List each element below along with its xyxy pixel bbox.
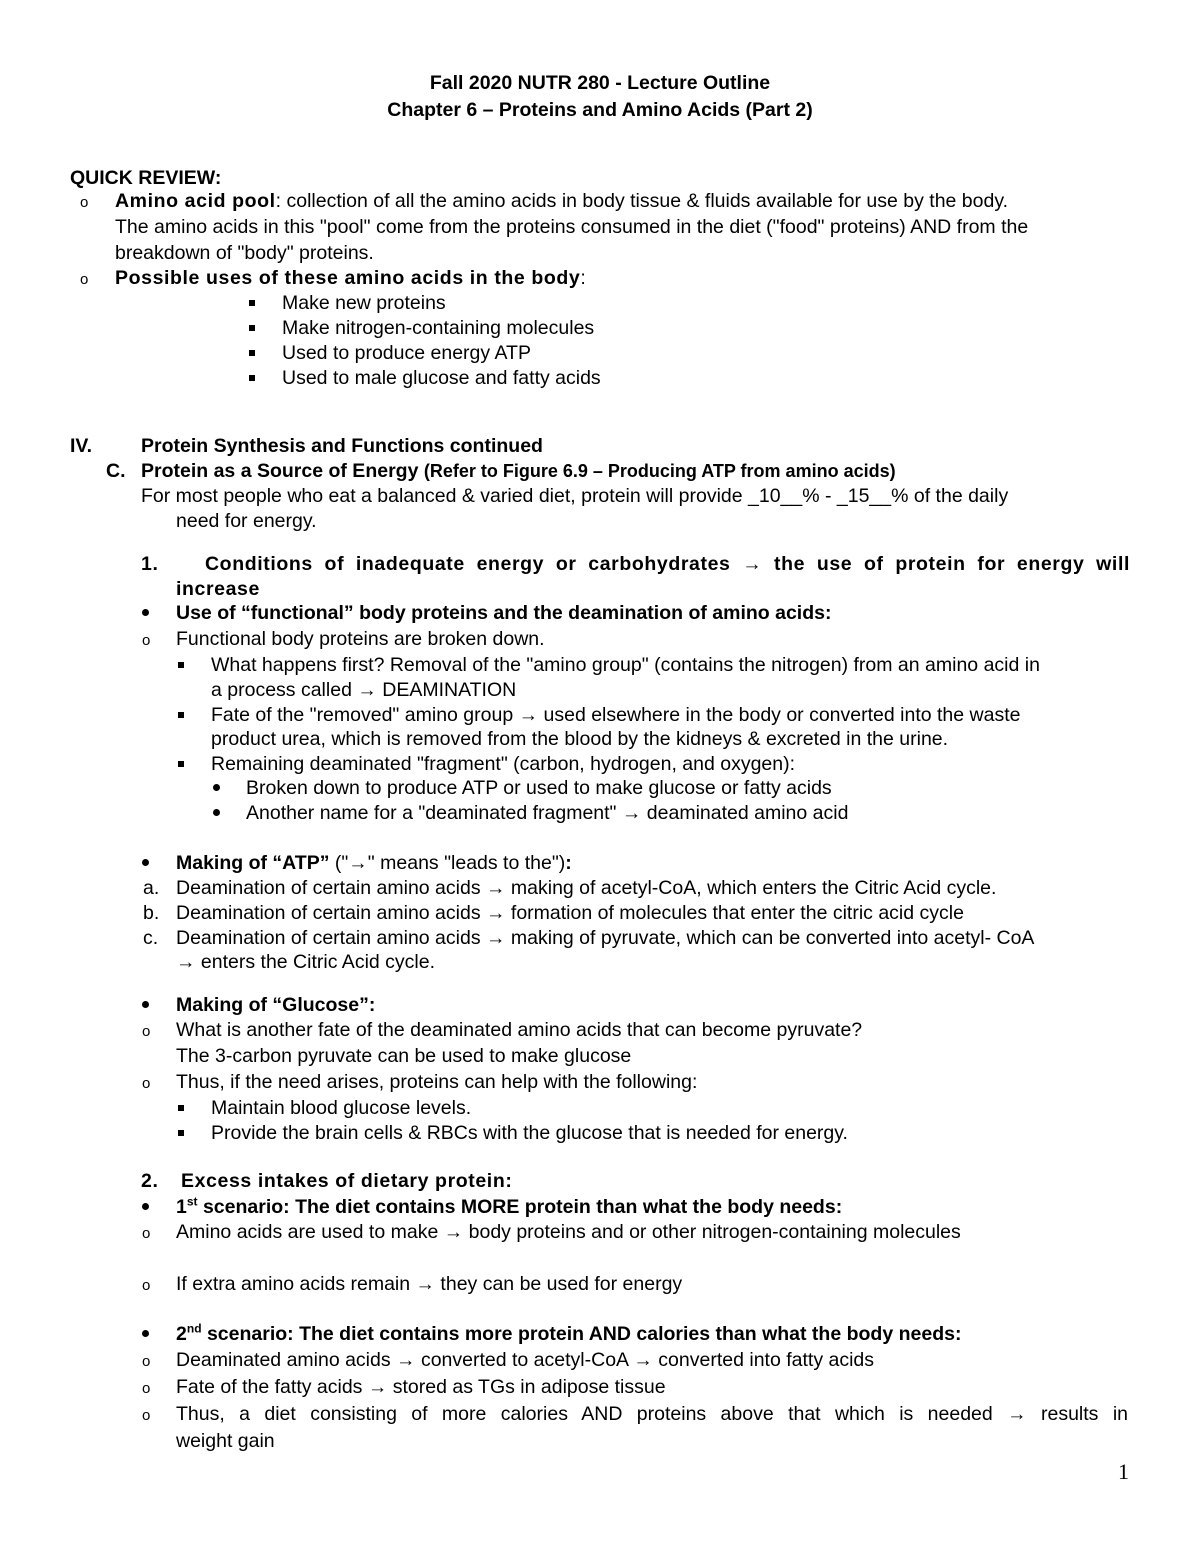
amino-acid-pool-term: Amino acid pool [115, 190, 276, 212]
list-item: Used to produce energy ATP [282, 342, 531, 364]
list-item: What happens first? Removal of the "amino group" (contains the nitrogen) from an amino acid in [211, 654, 1040, 676]
section-title: Protein Synthesis and Functions continued [141, 435, 543, 457]
list-item: If extra amino acids remain → they can be used for energy [176, 1273, 683, 1295]
list-item: Deaminated amino acids → converted to acetyl-CoA → converted into fatty acids [176, 1349, 875, 1371]
scenario-2-heading: 2nd scenario: The diet contains more protein AND calories than what the body needs: [176, 1321, 962, 1345]
list-item-continued: product urea, which is removed from the blood by the kidneys & excreted in the urine. [211, 728, 949, 750]
list-item: Thus, if the need arises, proteins can help with the following: [176, 1071, 698, 1093]
amino-acid-pool-line [115, 190, 1008, 213]
list-item: Provide the brain cells & RBCs with the glucose that is needed for energy. [211, 1122, 848, 1144]
section-number: IV. [70, 435, 93, 457]
bullet-icon [142, 1330, 149, 1337]
list-letter: b. [143, 902, 160, 924]
list-item: Broken down to produce ATP or used to make glucose or fatty acids [246, 777, 832, 799]
subsection-heading [141, 460, 896, 483]
list-item: Amino acids are used to make → body proteins and or other nitrogen-containing molecules [176, 1221, 961, 1243]
list-item: Make nitrogen-containing molecules [282, 317, 595, 339]
document-subtitle: Chapter 6 – Proteins and Amino Acids (Part 2) [387, 99, 813, 121]
square-bullet-icon [178, 1130, 184, 1136]
list-item: Thus, a diet consisting of more calories AND proteins above that which is needed → results in [176, 1403, 1128, 1425]
list-item: What is another fate of the deaminated amino acids that can become pyruvate? [176, 1019, 863, 1041]
bullet-icon [142, 609, 149, 616]
circle-bullet-icon: o [142, 1023, 151, 1040]
functional-proteins-heading: Use of “functional” body proteins and the deamination of amino acids: [176, 602, 832, 624]
subsection-letter: C. [106, 460, 126, 482]
bullet-icon [213, 809, 220, 816]
circle-bullet-icon: o [80, 194, 89, 211]
list-item: Make new proteins [282, 292, 446, 314]
making-glucose-heading: Making of “Glucose”: [176, 994, 376, 1016]
square-bullet-icon [249, 300, 255, 306]
circle-bullet-icon: o [142, 1407, 151, 1424]
part-number: 2. [141, 1170, 159, 1192]
circle-bullet-icon: o [142, 1277, 151, 1294]
list-item: Deamination of certain amino acids → making of acetyl-CoA, which enters the Citric Acid cycle. [176, 877, 997, 899]
list-item-continued: a process called → DEAMINATION [211, 679, 517, 701]
square-bullet-icon [249, 375, 255, 381]
part-number: 1. [141, 553, 159, 575]
list-item-continued: → enters the Citric Acid cycle. [176, 951, 436, 973]
square-bullet-icon [249, 350, 255, 356]
list-item: Functional body proteins are broken down. [176, 628, 545, 650]
part-heading: Conditions of inadequate energy or carbohydrates → the use of protein for energy will [205, 553, 1130, 575]
bullet-icon [142, 859, 149, 866]
amino-acid-pool-line-2: The amino acids in this "pool" come from the proteins consumed in the diet ("food" proteins) AND from the [115, 216, 1029, 238]
list-item: Another name for a "deaminated fragment" → deaminated amino acid [246, 802, 849, 824]
bullet-icon [142, 1203, 149, 1210]
list-item: Deamination of certain amino acids → making of pyruvate, which can be converted into acetyl- CoA [176, 927, 1035, 949]
amino-acid-pool-line-3: breakdown of "body" proteins. [115, 242, 374, 264]
circle-bullet-icon: o [142, 632, 151, 649]
subsection-title: Protein as a Source of Energy [141, 460, 419, 482]
intro-line-2: need for energy. [176, 510, 317, 532]
square-bullet-icon [178, 761, 184, 767]
list-item: Remaining deaminated "fragment" (carbon, hydrogen, and oxygen): [211, 753, 796, 775]
possible-uses-term: Possible uses of these amino acids in the body [115, 267, 581, 289]
possible-uses-line: Possible uses of these amino acids in the body: [115, 267, 586, 289]
circle-bullet-icon: o [142, 1225, 151, 1242]
intro-line-1: For most people who eat a balanced & varied diet, protein will provide _10__% - _15__% of the daily [141, 485, 1009, 507]
bullet-icon [213, 784, 220, 791]
square-bullet-icon [249, 325, 255, 331]
scenario-1-heading: 1st scenario: The diet contains MORE protein than what the body needs: [176, 1194, 843, 1218]
making-atp-heading: Making of “ATP” ("→" means "leads to the"): [176, 852, 572, 874]
square-bullet-icon [178, 712, 184, 718]
part-heading-line-2: increase [176, 578, 260, 600]
circle-bullet-icon: o [80, 271, 89, 288]
list-item: Fate of the fatty acids → stored as TGs in adipose tissue [176, 1376, 666, 1398]
list-item-continued: The 3-carbon pyruvate can be used to make glucose [176, 1045, 632, 1067]
amino-acid-pool-definition: : collection of all the amino acids in body tissue & fluids available for use by the body. [275, 190, 1009, 212]
part-heading: Excess intakes of dietary protein: [181, 1170, 513, 1192]
list-letter: c. [143, 927, 159, 949]
bullet-icon [142, 1001, 149, 1008]
list-letter: a. [143, 877, 160, 899]
document-title: Fall 2020 NUTR 280 - Lecture Outline [429, 72, 771, 94]
list-item: Fate of the "removed" amino group → used elsewhere in the body or converted into the waste [211, 704, 1021, 726]
page-number: 1 [1118, 1459, 1129, 1484]
quick-review-title: QUICK REVIEW: [70, 167, 222, 189]
square-bullet-icon [178, 1105, 184, 1111]
circle-bullet-icon: o [142, 1075, 151, 1092]
list-item: Used to male glucose and fatty acids [282, 367, 601, 389]
list-item: Maintain blood glucose levels. [211, 1097, 472, 1119]
circle-bullet-icon: o [142, 1353, 151, 1370]
circle-bullet-icon: o [142, 1380, 151, 1397]
figure-reference: (Refer to Figure 6.9 – Producing ATP from amino acids) [423, 461, 896, 481]
list-item-continued: weight gain [176, 1430, 275, 1452]
list-item: Deamination of certain amino acids → formation of molecules that enter the citric acid cycle [176, 902, 964, 924]
square-bullet-icon [178, 662, 184, 668]
